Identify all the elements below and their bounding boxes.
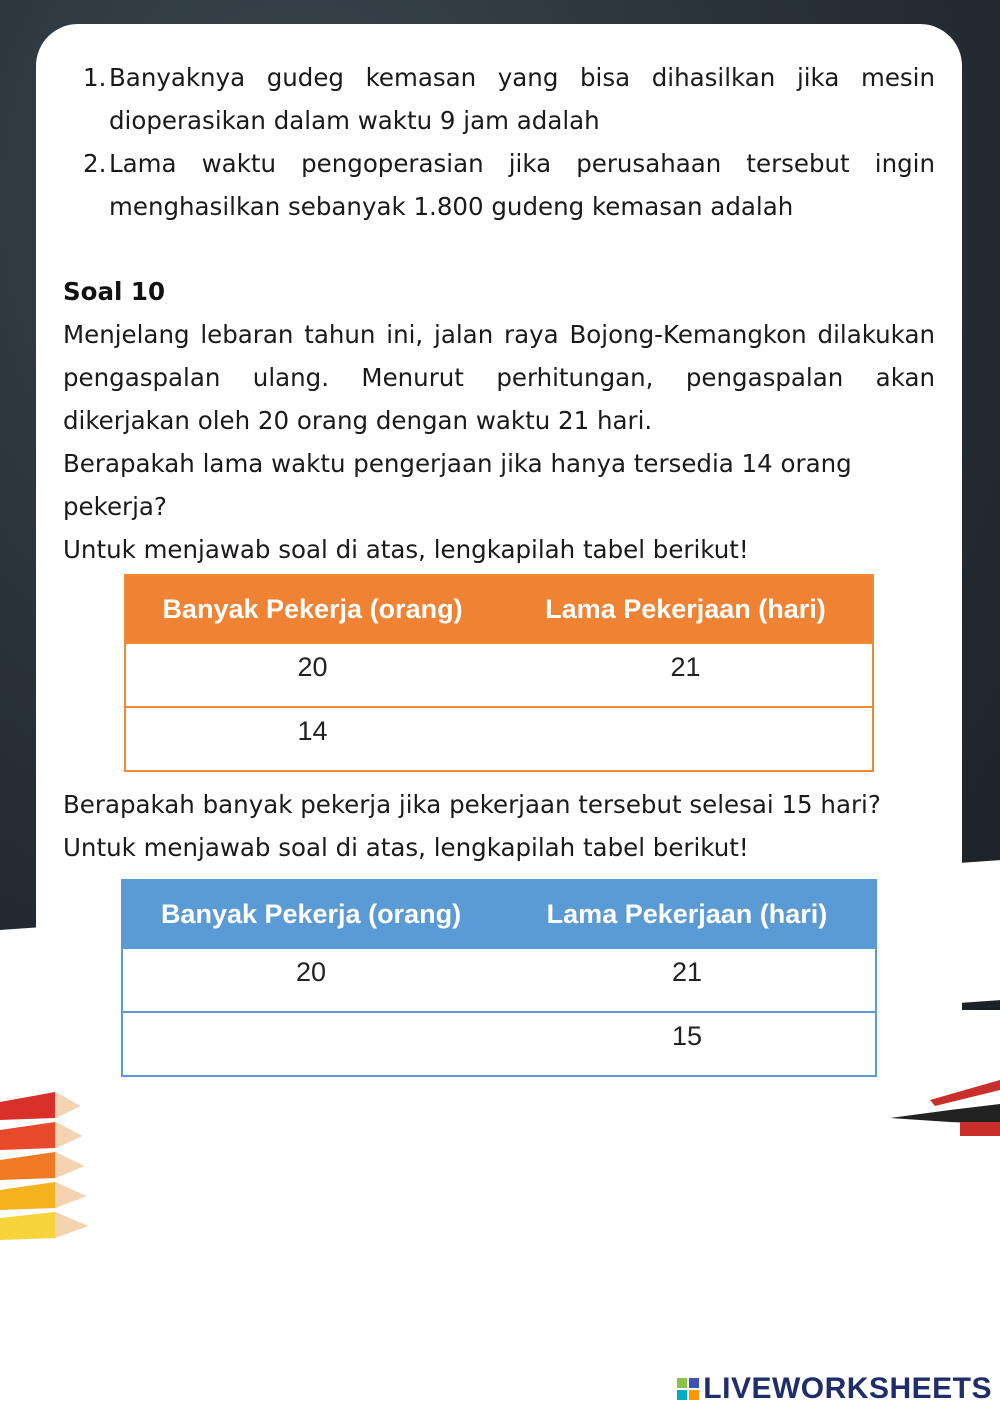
table-cell: 15 (499, 1012, 876, 1076)
table-cell: 20 (125, 643, 499, 707)
soal-paragraph: Menjelang lebaran tahun ini, jalan raya Bojong-Kemangkon dilakukan pengaspalan ulang. Menurut perhitungan, pengaspalan akan dikerjakan oleh 20 orang dengan waktu 21 hari. (63, 320, 935, 435)
list-item-text: Lama waktu pengoperasian jika perusahaan tersebut ingin menghasilkan sebanyak 1.800 gudeng kemasan adalah (109, 149, 935, 221)
table-header: Banyak Pekerja (orang) (122, 880, 499, 948)
instruction-1: Untuk menjawab soal di atas, lengkapilah tabel berikut! (63, 535, 749, 564)
list-item-number: 1. (83, 63, 107, 92)
question-list (63, 56, 935, 228)
table-cell: 21 (499, 643, 873, 707)
list-item (63, 56, 935, 142)
logo-icon (677, 1378, 699, 1400)
table-row (125, 643, 873, 707)
table-header: Lama Pekerjaan (hari) (499, 575, 873, 643)
table-header: Banyak Pekerja (orang) (125, 575, 499, 643)
logo-text: LIVEWORKSHEETS (703, 1372, 992, 1405)
table-cell: 20 (122, 948, 499, 1012)
soal-title: Soal 10 (63, 277, 166, 306)
table-row (122, 1012, 876, 1076)
table-row (125, 707, 873, 771)
liveworksheets-logo (677, 1372, 992, 1406)
table-cell: 14 (125, 707, 499, 771)
table-header: Lama Pekerjaan (hari) (499, 880, 876, 948)
instruction-2: Untuk menjawab soal di atas, lengkapilah tabel berikut! (63, 833, 749, 862)
list-item (63, 142, 935, 228)
table-row (122, 948, 876, 1012)
answer-blank-cell[interactable] (499, 707, 873, 771)
question-2: Berapakah banyak pekerja jika pekerjaan tersebut selesai 15 hari? (63, 790, 881, 819)
list-item-text: Banyaknya gudeg kemasan yang bisa dihasilkan jika mesin dioperasikan dalam waktu 9 jam adalah (109, 63, 935, 135)
pen-decoration (890, 1060, 1000, 1170)
answer-table-1 (124, 574, 874, 772)
pencil-icon (0, 1092, 88, 1240)
table-cell: 21 (499, 948, 876, 1012)
colored-pencils-decoration (0, 1090, 100, 1250)
pen-icon (890, 1080, 1000, 1136)
answer-table-2 (121, 879, 877, 1077)
list-item-number: 2. (83, 149, 107, 178)
answer-blank-cell[interactable] (122, 1012, 499, 1076)
question-1: Berapakah lama waktu pengerjaan jika hanya tersedia 14 orang pekerja? (63, 449, 852, 521)
